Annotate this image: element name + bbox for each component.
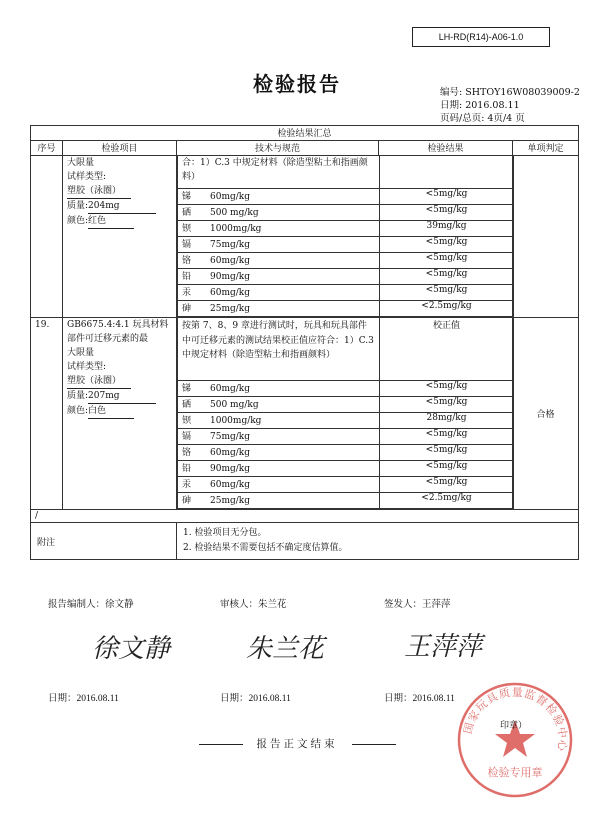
element-row (178, 301, 514, 317)
element-name: 铬 (182, 256, 192, 266)
report-date: 日期: 2016.08.11 (440, 100, 520, 111)
element-limit: 75mg/kg (210, 432, 250, 442)
element-limit: 60mg/kg (210, 192, 250, 202)
spec-results (177, 318, 513, 510)
header-result: 检验结果 (379, 141, 513, 156)
end-text: 报告正文结束 (256, 738, 338, 750)
note-item: 1. 检验项目无分包。 (183, 528, 267, 538)
element-row (178, 189, 514, 205)
compiler-date: 日期：2016.08.11 (48, 694, 119, 704)
element-row (178, 269, 514, 285)
document-code: LH-RD(R14)-A06-1.0 (412, 27, 550, 47)
element-row (178, 285, 514, 301)
element-spec (178, 429, 380, 445)
notes-row (31, 523, 579, 560)
element-result: <5mg/kg (380, 429, 514, 445)
results-table (30, 125, 579, 560)
report-title: 检验报告 (253, 72, 341, 96)
element-result: <5mg/kg (380, 205, 514, 221)
element-row (178, 493, 514, 509)
verdict-cell: 合格 (513, 318, 579, 510)
element-row (178, 445, 514, 461)
element-limit: 1000mg/kg (210, 416, 262, 426)
element-spec (178, 253, 380, 269)
slash-row: / (31, 510, 579, 523)
element-limit: 60mg/kg (210, 480, 250, 490)
element-name: 锑 (182, 384, 192, 394)
element-spec (178, 413, 380, 429)
element-result: <2.5mg/kg (380, 301, 514, 317)
element-name: 砷 (182, 304, 192, 314)
element-spec (178, 493, 380, 509)
table-row (31, 318, 579, 510)
element-limit: 60mg/kg (210, 288, 250, 298)
element-spec (178, 381, 380, 397)
element-row (178, 221, 514, 237)
element-spec (178, 237, 380, 253)
spec-results (177, 156, 513, 318)
element-row (178, 205, 514, 221)
element-result: <5mg/kg (380, 381, 514, 397)
element-result: <2.5mg/kg (380, 493, 514, 509)
element-row (178, 429, 514, 445)
header-row (31, 141, 579, 156)
test-item (63, 318, 177, 510)
header-spec: 技术与规范 (177, 141, 379, 156)
element-spec (178, 461, 380, 477)
element-result: <5mg/kg (380, 269, 514, 285)
element-name: 硒 (182, 208, 192, 218)
element-name: 砷 (182, 496, 192, 506)
element-result: <5mg/kg (380, 477, 514, 493)
element-name: 铅 (182, 272, 192, 282)
reviewer-label: 审核人：朱兰花 (220, 599, 287, 610)
reviewer-date: 日期：2016.08.11 (220, 694, 291, 704)
item-line: 试样类型: (67, 362, 107, 372)
divider (352, 744, 396, 745)
element-name: 镉 (182, 432, 192, 442)
element-limit: 90mg/kg (210, 272, 250, 282)
item-line: 部件可迁移元素的最 (67, 334, 149, 344)
element-limit: 25mg/kg (210, 496, 250, 506)
row-number: 19. (31, 318, 63, 510)
sample-type: 塑胶（泳圈） (67, 374, 131, 389)
element-limit: 90mg/kg (210, 464, 250, 474)
svg-text:国家玩具质量监督检验中心: 国家玩具质量监督检验中心 (461, 685, 570, 753)
verdict-cell (513, 156, 579, 318)
approver-label: 签发人：王萍萍 (384, 599, 451, 610)
element-limit: 75mg/kg (210, 240, 250, 250)
approver-date: 日期：2016.08.11 (384, 694, 455, 704)
item-line: GB6675.4:4.1 玩具材料 (67, 320, 169, 330)
element-name: 汞 (182, 288, 192, 298)
color-label: 颜色: (67, 216, 89, 226)
element-spec (178, 269, 380, 285)
element-result: <5mg/kg (380, 285, 514, 301)
svg-text:检验专用章: 检验专用章 (487, 766, 543, 779)
element-limit: 1000mg/kg (210, 224, 262, 234)
element-name: 锑 (182, 192, 192, 202)
seal-label: 印章） (500, 721, 528, 731)
approver-signature: 王萍萍 (404, 632, 483, 662)
sample-mass: 204mg (88, 199, 156, 214)
sample-color: 白色 (88, 404, 134, 419)
compiler-signature: 徐文静 (92, 634, 171, 664)
element-result: 28mg/kg (380, 413, 514, 429)
element-spec (178, 285, 380, 301)
notes-label: 附注 (37, 537, 56, 548)
compiler-label: 报告编制人：徐文静 (48, 599, 134, 610)
element-row (178, 477, 514, 493)
report-number: 编号: SHTOY16W08039009-2 (440, 87, 580, 98)
divider (199, 744, 243, 745)
element-spec (178, 397, 380, 413)
notes-label-cell (31, 523, 177, 560)
element-limit: 60mg/kg (210, 256, 250, 266)
element-result: 39mg/kg (380, 221, 514, 237)
element-name: 铅 (182, 464, 192, 474)
element-limit: 60mg/kg (210, 384, 250, 394)
notes-content (177, 523, 579, 560)
header-verdict: 单项判定 (513, 141, 579, 156)
sample-color: 红色 (88, 214, 134, 229)
reviewer-signature: 朱兰花 (246, 634, 325, 664)
sample-type: 塑胶（泳圈） (67, 184, 131, 199)
item-line: 试样类型: (67, 172, 107, 182)
element-row (178, 381, 514, 397)
item-line: 大限量 (67, 158, 95, 168)
element-result: <5mg/kg (380, 237, 514, 253)
element-limit: 25mg/kg (210, 304, 250, 314)
spec-intro: 按第 7、8、9 章进行测试时，玩具和玩具部件中可迁移元素的测试结果校正值应符合：1）C.3 中规定材料（除造型粘土和指画颜料） (178, 318, 380, 381)
element-result: <5mg/kg (380, 189, 514, 205)
element-row (178, 237, 514, 253)
element-spec (178, 205, 380, 221)
mass-label: 质量: (67, 391, 89, 401)
element-name: 硒 (182, 400, 192, 410)
element-row (178, 397, 514, 413)
element-name: 铬 (182, 448, 192, 458)
page-number: 页码/总页: 4页/4 页 (440, 113, 525, 124)
table-row (31, 156, 579, 318)
summary-title: 检验结果汇总 (31, 126, 579, 141)
element-spec (178, 301, 380, 317)
element-result: <5mg/kg (380, 253, 514, 269)
element-spec (178, 477, 380, 493)
element-name: 钡 (182, 416, 192, 426)
spec-intro: 合：1）C.3 中规定材料（除造型粘土和指画颜料） (178, 156, 380, 189)
element-row (178, 413, 514, 429)
element-limit: 60mg/kg (210, 448, 250, 458)
sample-mass: 207mg (88, 389, 156, 404)
test-item (63, 156, 177, 318)
element-spec (178, 221, 380, 237)
element-name: 汞 (182, 480, 192, 490)
intro-result: 校正值 (380, 318, 514, 381)
header-no: 序号 (31, 141, 63, 156)
element-name: 钡 (182, 224, 192, 234)
color-label: 颜色: (67, 406, 89, 416)
element-row (178, 253, 514, 269)
element-spec (178, 189, 380, 205)
element-spec (178, 445, 380, 461)
element-name: 镉 (182, 240, 192, 250)
intro-result (380, 156, 514, 189)
element-result: <5mg/kg (380, 445, 514, 461)
note-item: 2. 检验结果不需要包括不确定度估算值。 (183, 543, 348, 553)
element-result: <5mg/kg (380, 397, 514, 413)
mass-label: 质量: (67, 201, 89, 211)
element-row (178, 461, 514, 477)
header-item: 检验项目 (63, 141, 177, 156)
item-line: 大限量 (67, 348, 95, 358)
end-of-report (0, 736, 594, 751)
element-limit: 500 mg/kg (210, 400, 259, 410)
element-result: <5mg/kg (380, 461, 514, 477)
element-limit: 500 mg/kg (210, 208, 259, 218)
row-number (31, 156, 63, 318)
